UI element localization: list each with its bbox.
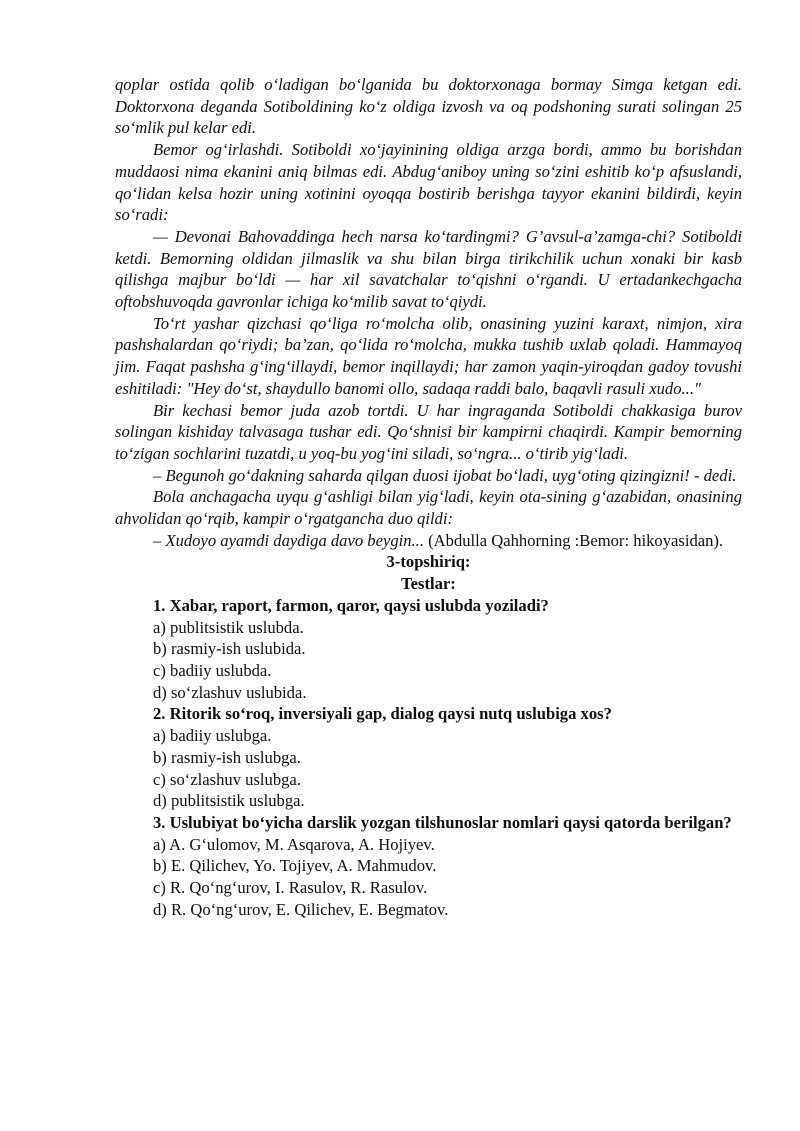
paragraph: – Begunoh go‘dakning saharda qilgan duosi ijobat bo‘ladi, uyg‘oting qizingizni! - dedi. bbox=[153, 465, 737, 485]
section-subtitle: Testlar: bbox=[401, 574, 456, 594]
question-block bbox=[115, 703, 742, 812]
answer-option: d) publitsistik uslubga. bbox=[153, 791, 305, 811]
paragraph: To‘rt yashar qizchasi qo‘liga ro‘molcha olib, onasining yuzini karaxt, nimjon, xira pashshalardan qo‘riydi; ba’zan, qo‘lida ro‘molcha, mukka tushib uxlab qoladi. Hammayoq jim. Faqat pashsha g‘ing‘illaydi, bemor inqillaydi; har zamon yaqin-yiroqdan gadoy tovushi eshitiladi: "Hey do‘st, shaydullo banomi ollo, sadaqa raddi balo, baqavli rasuli xudo..." bbox=[115, 313, 742, 398]
answer-option: a) publitsistik uslubda. bbox=[153, 617, 304, 637]
question-block bbox=[115, 595, 742, 704]
question-text: 1. Xabar, raport, farmon, qaror, qaysi uslubda yoziladi? bbox=[153, 595, 549, 615]
paragraph: Bemor og‘irlashdi. Sotiboldi xo‘jayinining oldiga arzga bordi, ammo bu borishdan muddaosi nima ekanini aniq bilmas edi. Abdug‘aniboy uning so‘zini eshitib ko‘p afsuslandi, qo‘lidan kelsa hozir uning xotinini oyoqqa bostirib berishga tayyor ekanini bildirdi, keyin so‘radi: bbox=[115, 140, 742, 225]
answer-option: b) E. Qilichev, Yo. Tojiyev, A. Mahmudov. bbox=[153, 856, 437, 876]
paragraph-with-source bbox=[115, 530, 742, 552]
paragraph: qoplar ostida qolib o‘ladigan bo‘lganida bu doktorxonaga bormay Simga ketgan edi. Doktorxona deganda Sotiboldining ko‘z oldiga izvosh va oq podshoning surati solingan 25 so‘mlik pul kelar edi. bbox=[115, 75, 742, 138]
answer-option: a) badiiy uslubga. bbox=[153, 726, 272, 746]
question-text: 3. Uslubiyat bo‘yicha darslik yozgan tilshunoslar nomlari qaysi qatorda berilgan? bbox=[153, 812, 732, 832]
answer-option: b) rasmiy-ish uslubga. bbox=[153, 747, 301, 767]
answer-option: c) badiiy uslubda. bbox=[153, 660, 272, 680]
answer-option: a) A. G‘ulomov, M. Asqarova, A. Hojiyev. bbox=[153, 834, 435, 854]
question-block bbox=[115, 812, 742, 921]
answer-option: d) R. Qo‘ng‘urov, E. Qilichev, E. Begmatov. bbox=[153, 899, 449, 919]
paragraph: — Devonai Bahovaddinga hech narsa ko‘tardingmi? G’avsul-a’zamga-chi? Sotiboldi ketdi. Bemorning oldidan jilmaslik va shu bilan birga tirikchilik uchun xonaki bir kasb qilishga majbur bo‘ldi — har xil savatchalar to‘qishni o‘rgandi. U ertadankechgacha oftobshuvoqda gavronlar ichiga ko‘milib savat to‘qiydi. bbox=[115, 226, 742, 312]
question-text: 2. Ritorik so‘roq, inversiyali gap, dialog qaysi nutq uslubiga xos? bbox=[153, 704, 612, 724]
section-title: 3-topshiriq: bbox=[386, 552, 471, 572]
paragraph: Bola anchagacha uyqu g‘ashligi bilan yig‘ladi, keyin ota-sining g‘azabidan, onasining ahvolidan qo‘rqib, kampir o‘rgatgancha duo qildi: bbox=[115, 487, 742, 529]
quoted-prayer: – Xudoyo ayamdi daydiga davo beygin... bbox=[153, 530, 424, 550]
document-page bbox=[115, 74, 742, 920]
answer-option: c) R. Qo‘ng‘urov, I. Rasulov, R. Rasulov. bbox=[153, 878, 428, 898]
source-citation: (Abdulla Qahhorning :Bemor: hikoyasidan). bbox=[423, 530, 724, 550]
paragraph: Bir kechasi bemor juda azob tortdi. U har ingraganda Sotiboldi chakkasiga burov solingan kishiday talvasaga tushar edi. Qo‘shnisi bir kampirni chaqirdi. Kampir bemorning to‘zigan sochlarini tuzatdi, u yoq-bu yog‘ini siladi, so‘ngra... o‘tirib yig‘ladi. bbox=[115, 400, 742, 463]
answer-option: c) so‘zlashuv uslubga. bbox=[153, 769, 301, 789]
answer-option: d) so‘zlashuv uslubida. bbox=[153, 682, 307, 702]
answer-option: b) rasmiy-ish uslubida. bbox=[153, 639, 306, 659]
